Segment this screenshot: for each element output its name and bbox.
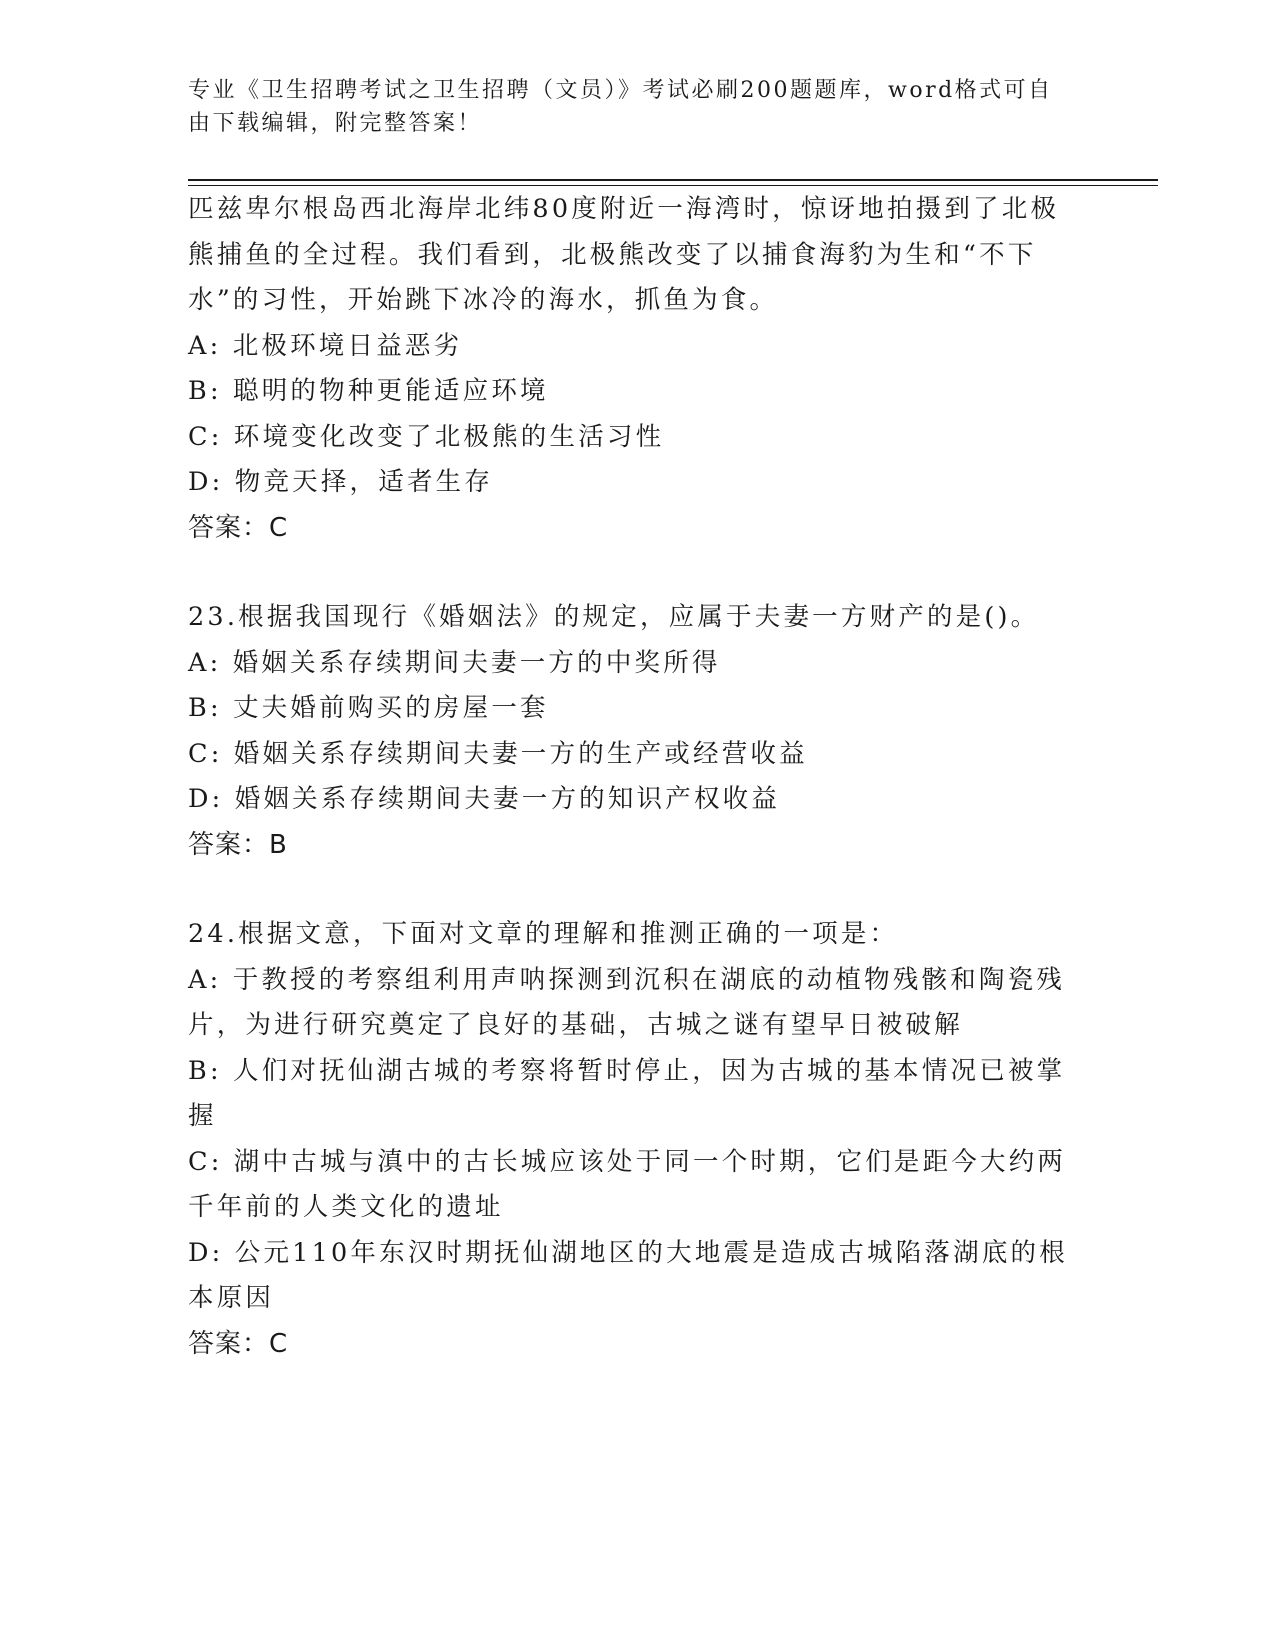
option-c: C: 婚姻关系存续期间夫妻一方的生产或经营收益 bbox=[188, 738, 808, 769]
question-stem-line: 23.根据我国现行《婚姻法》的规定，应属于夫妻一方财产的是()。 bbox=[188, 602, 1040, 632]
header-line-2: 由下载编辑，附完整答案！ bbox=[188, 111, 483, 136]
option-d-line: 本原因 bbox=[188, 1283, 275, 1313]
option-d: D: 婚姻关系存续期间夫妻一方的知识产权收益 bbox=[188, 784, 781, 814]
option-c-line: 千年前的人类文化的遗址 bbox=[188, 1192, 504, 1222]
question-24 bbox=[188, 912, 1088, 1367]
question-stem-line: 24.根据文意，下面对文章的理解和推测正确的一项是： bbox=[188, 919, 899, 949]
option-b: B: 丈夫婚前购买的房屋一套 bbox=[188, 693, 549, 723]
answer-line: 答案：B bbox=[188, 829, 288, 860]
question-stem-line: 水”的习性，开始跳下冰冷的海水，抓鱼为食。 bbox=[188, 285, 779, 315]
question-spacer bbox=[188, 551, 1088, 595]
option-a-line: 片，为进行研究奠定了良好的基础，古城之谜有望早日被破解 bbox=[188, 1010, 963, 1040]
document-header bbox=[188, 74, 1068, 140]
option-c-line: C: 湖中古城与滇中的古长城应该处于同一个时期，它们是距今大约两 bbox=[188, 1146, 1067, 1177]
option-b-line: 握 bbox=[188, 1101, 217, 1131]
option-a-line: A: 于教授的考察组利用声呐探测到沉积在湖底的动植物残骸和陶瓷残 bbox=[188, 964, 1066, 995]
header-divider-thin bbox=[188, 185, 1158, 186]
option-d: D: 物竞天择，适者生存 bbox=[188, 467, 494, 497]
option-a: A: 婚姻关系存续期间夫妻一方的中奖所得 bbox=[188, 647, 721, 678]
question-stem-line: 匹兹卑尔根岛西北海岸北纬80度附近一海湾时，惊讶地拍摄到了北极 bbox=[188, 194, 1060, 224]
option-b-line: B: 人们对抚仙湖古城的考察将暂时停止，因为古城的基本情况已被掌 bbox=[188, 1055, 1066, 1086]
option-a: A: 北极环境日益恶劣 bbox=[188, 330, 463, 361]
document-body bbox=[188, 187, 1088, 1367]
question-23 bbox=[188, 595, 1088, 868]
question-stem-line: 熊捕鱼的全过程。我们看到，北极熊改变了以捕食海豹为生和“不下 bbox=[188, 239, 1037, 270]
header-line-1: 专业《卫生招聘考试之卫生招聘（文员）》考试必刷200题题库，word格式可自 bbox=[188, 78, 1053, 103]
option-d-line: D: 公元110年东汉时期抚仙湖地区的大地震是造成古城陷落湖底的根 bbox=[188, 1237, 1068, 1268]
option-c: C: 环境变化改变了北极熊的生活习性 bbox=[188, 421, 665, 452]
answer-line: 答案：C bbox=[188, 1328, 289, 1359]
option-b: B: 聪明的物种更能适应环境 bbox=[188, 376, 549, 406]
question-22 bbox=[188, 187, 1088, 551]
question-spacer bbox=[188, 868, 1088, 912]
header-divider-thick bbox=[188, 179, 1158, 181]
answer-line: 答案：C bbox=[188, 512, 289, 543]
